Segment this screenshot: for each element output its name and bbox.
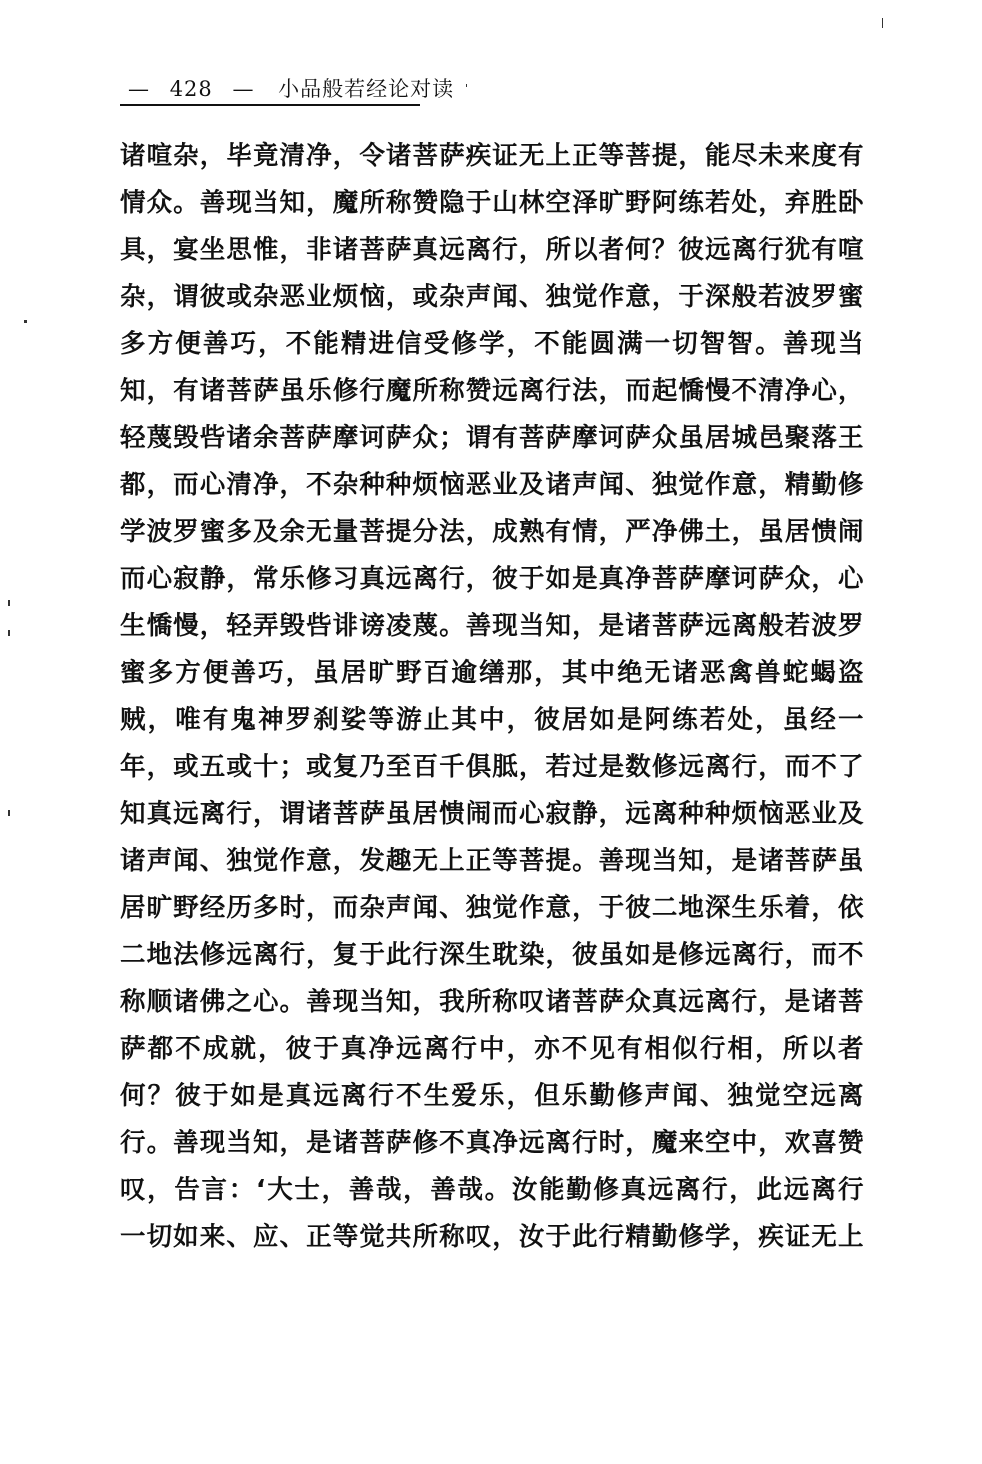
text-line: 生憍慢，轻弄毁呰诽谤凌蔑。善现当知，是诸菩萨远离般若波罗 (120, 611, 864, 641)
body-text (120, 133, 864, 1261)
text-line: 具，宴坐思惟，非诸菩萨真远离行，所以者何？彼远离行犹有喧 (120, 235, 864, 265)
text-line: 而心寂静，常乐修习真远离行，彼于如是真净菩萨摩诃萨众，心 (120, 564, 864, 594)
scan-speck (882, 18, 883, 28)
scan-speck (8, 600, 10, 606)
text-line: 诸声闻、独觉作意，发趣无上正等菩提。善现当知，是诸菩萨虽 (120, 846, 864, 876)
text-line: 知真远离行，谓诸菩萨虽居愦闹而心寂静，远离种种烦恼恶业及 (120, 799, 864, 829)
text-line: 杂，谓彼或杂恶业烦恼，或杂声闻、独觉作意，于深般若波罗蜜 (120, 282, 864, 312)
text-line: 诸喧杂，毕竟清净，令诸菩萨疾证无上正等菩提，能尽未来度有 (120, 141, 864, 171)
header-dash-right: — (232, 77, 255, 101)
scan-speck (24, 320, 27, 323)
text-line: 贼，唯有鬼神罗刹娑等游止其中，彼居如是阿练若处，虽经一 (120, 705, 864, 735)
text-line: 行。善现当知，是诸菩萨修不真净远离行时，魔来空中，欢喜赞 (120, 1128, 864, 1158)
text-line: 年，或五或十；或复乃至百千俱胝，若过是数修远离行，而不了 (120, 752, 864, 782)
text-line: 情众。善现当知，魔所称赞隐于山林空泽旷野阿练若处，弃胜卧 (120, 188, 864, 218)
scan-speck (8, 810, 10, 816)
text-line: 多方便善巧，不能精进信受修学，不能圆满一切智智。善现当 (120, 329, 864, 359)
scan-speck (466, 84, 467, 87)
text-line: 叹，告言：‘大士，善哉，善哉。汝能勤修真远离行，此远离行 (120, 1175, 864, 1205)
header-dash-left: — (128, 77, 150, 101)
text-line: 萨都不成就，彼于真净远离行中，亦不见有相似行相，所以者 (120, 1034, 864, 1064)
text-line: 都，而心清净，不杂种种烦恼恶业及诸声闻、独觉作意，精勤修 (120, 470, 864, 500)
scan-speck (8, 630, 10, 636)
text-line: 轻蔑毁呰诸余菩萨摩诃萨众；谓有菩萨摩诃萨众虽居城邑聚落王 (120, 423, 864, 453)
book-title: 小品般若经论对读 (278, 77, 455, 101)
text-line: 称顺诸佛之心。善现当知，我所称叹诸菩萨众真远离行，是诸菩 (120, 987, 864, 1017)
text-line: 一切如来、应、正等觉共所称叹，汝于此行精勤修学，疾证无上 (120, 1222, 864, 1252)
running-header (120, 74, 455, 106)
text-line: 蜜多方便善巧，虽居旷野百逾缮那，其中绝无诸恶禽兽蛇蝎盗 (120, 658, 864, 688)
text-line: 二地法修远离行，复于此行深生耽染，彼虽如是修远离行，而不 (120, 940, 864, 970)
page-number: 428 (169, 77, 213, 101)
text-line: 学波罗蜜多及余无量菩提分法，成熟有情，严净佛土，虽居愦闹 (120, 517, 864, 547)
text-line: 知，有诸菩萨虽乐修行魔所称赞远离行法，而起憍慢不清净心， (120, 376, 864, 406)
text-line: 何？彼于如是真远离行不生爱乐，但乐勤修声闻、独觉空远离 (120, 1081, 864, 1111)
text-line: 居旷野经历多时，而杂声闻、独觉作意，于彼二地深生乐着，依 (120, 893, 864, 923)
